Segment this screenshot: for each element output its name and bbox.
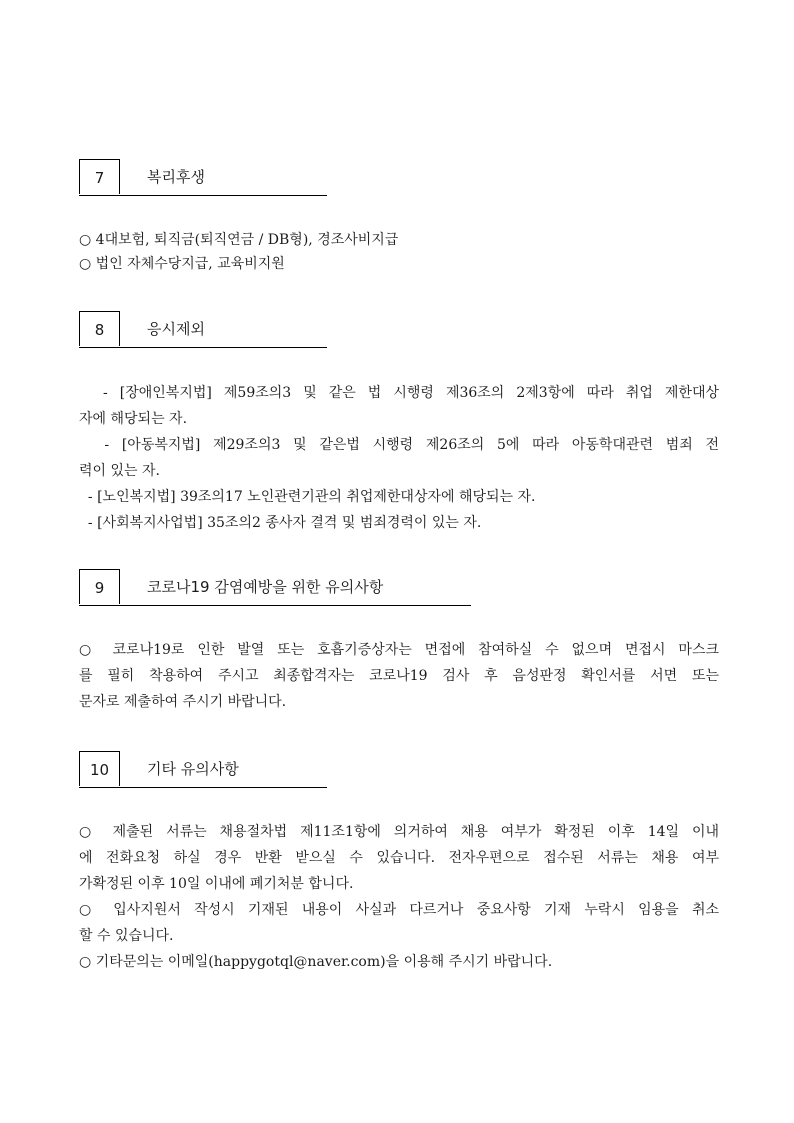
body-line: ○ 기타문의는 이메일(happygotql@naver.com)을 이용해 주시기 바랍니다. (79, 954, 553, 970)
body-line: 를 필히 착용하여 주시고 최종합격자는 코로나19 검사 후 음성판정 확인서를 서면 또는 (79, 668, 719, 684)
body-line: - [사회복지사업법] 35조의2 종사자 결격 및 범죄경력이 있는 자. (79, 515, 482, 531)
body-line: - [노인복지법] 39조의17 노인관련기관의 취업제한대상자에 해당되는 자. (79, 489, 536, 505)
section-title: 응시제외 (147, 320, 205, 338)
section-title: 기타 유의사항 (147, 760, 239, 778)
section-number: 10 (79, 751, 120, 786)
section-header-other-notes (79, 751, 327, 788)
body-line: 력이 있는 자. (79, 463, 160, 479)
section-number: 9 (79, 569, 120, 604)
body-line: ○ 입사지원서 작성시 기재된 내용이 사실과 다르거나 중요사항 기재 누락시 임용을 취소 (79, 902, 719, 918)
body-line: ○ 제출된 서류는 채용절차법 제11조1항에 의거하여 채용 여부가 확정된 이후 14일 이내 (79, 824, 719, 840)
section-title: 코로나19 감염예방을 위한 유의사항 (147, 578, 384, 596)
body-line: 가확정된 이후 10일 이내에 폐기처분 합니다. (79, 876, 354, 892)
body-line: 자에 해당되는 자. (79, 411, 188, 427)
section-header-covid (79, 569, 471, 606)
section-number: 8 (79, 311, 120, 346)
body-line: ○ 코로나19로 인한 발열 또는 호흡기증상자는 면접에 참여하실 수 없으며 면접시 마스크 (79, 642, 719, 658)
body-line: ○ 법인 자체수당지급, 교육비지원 (79, 256, 285, 272)
body-line: - [장애인복지법] 제59조의3 및 같은 법 시행령 제36조의 2제3항에 따라 취업 제한대상 (79, 385, 719, 401)
section-number: 7 (79, 159, 120, 194)
body-line: 문자로 제출하여 주시기 바랍니다. (79, 694, 287, 710)
body-line: 에 전화요청 하실 경우 반환 받으실 수 있습니다. 전자우편으로 접수된 서류는 채용 여부 (79, 850, 719, 866)
body-line: - [아동복지법] 제29조의3 및 같은법 시행령 제26조의 5에 따라 아동학대관련 범죄 전 (79, 437, 719, 453)
body-line: ○ 4대보험, 퇴직금(퇴직연금 / DB형), 경조사비지급 (79, 232, 399, 248)
section-header-welfare (79, 159, 327, 196)
body-line: 할 수 있습니다. (79, 928, 174, 944)
section-title: 복리후생 (147, 168, 205, 186)
section-header-exclusion (79, 311, 327, 348)
